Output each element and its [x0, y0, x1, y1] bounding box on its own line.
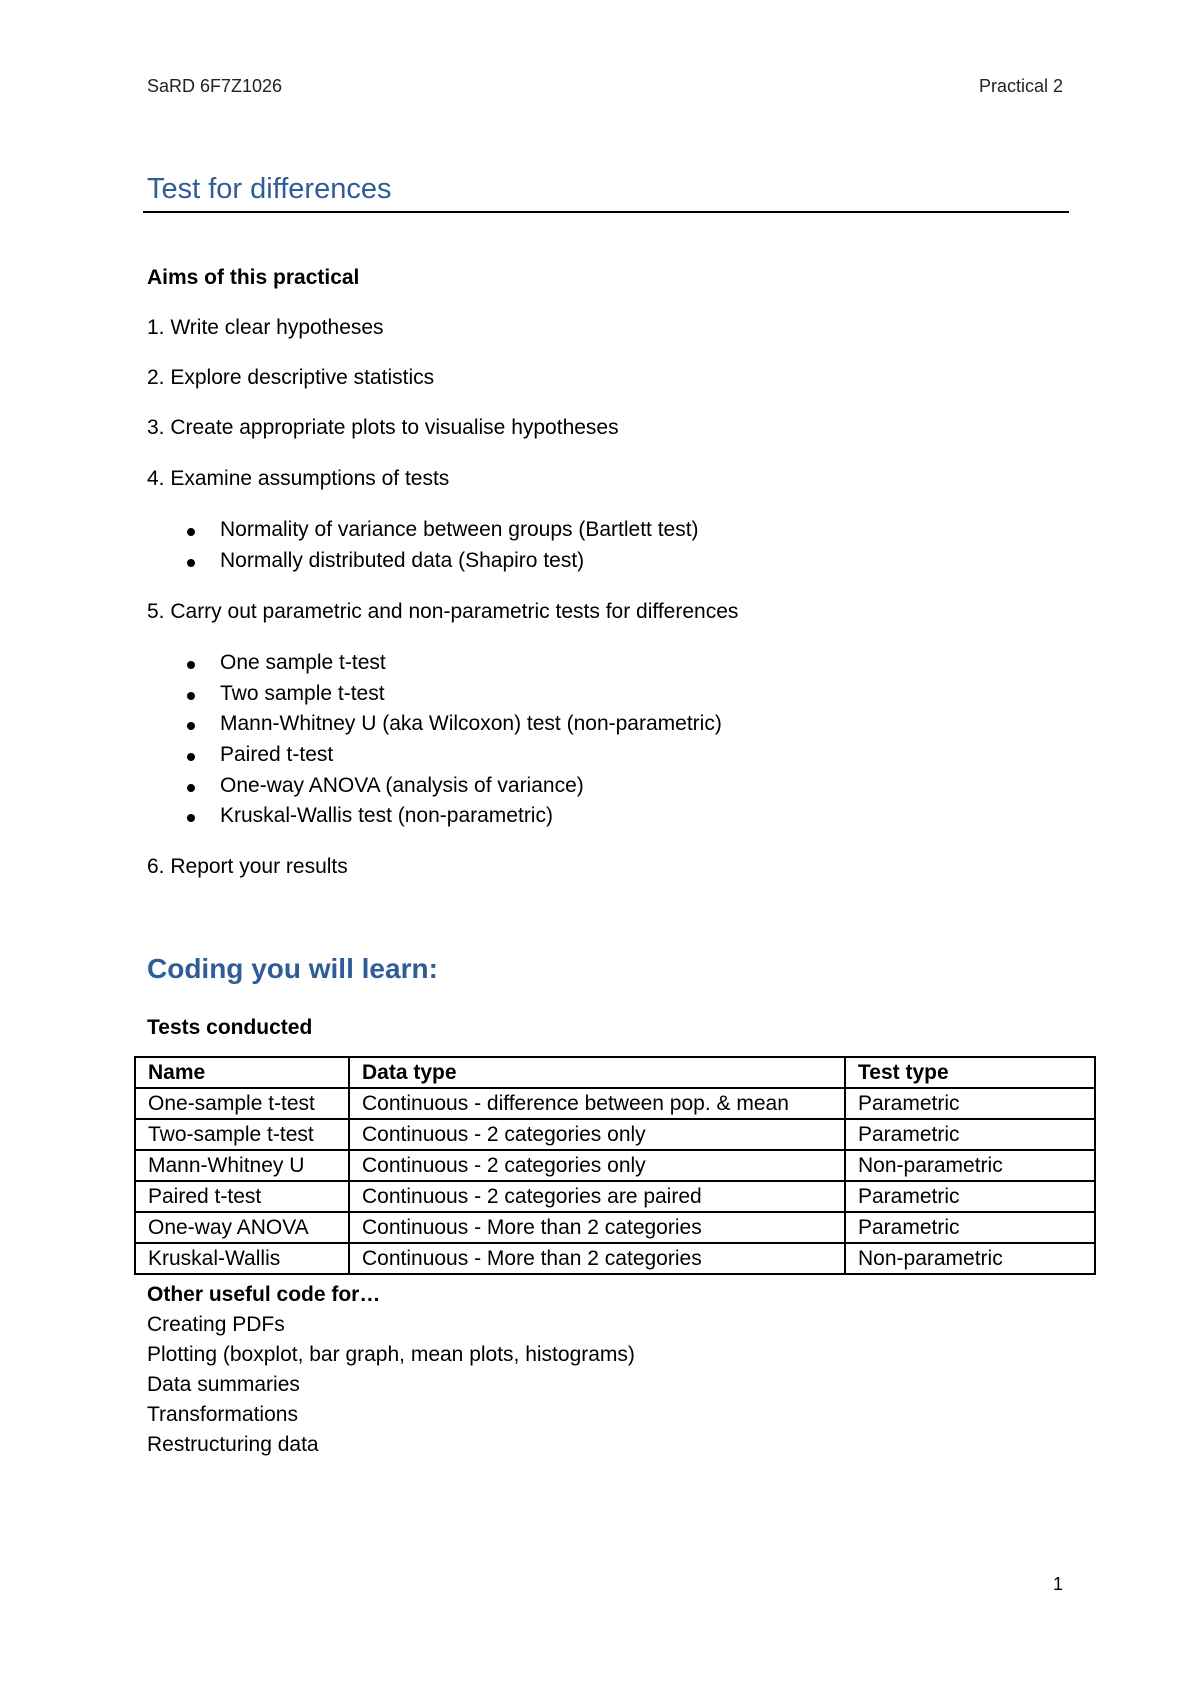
table-cell: Parametric [845, 1181, 1095, 1212]
table-cell: Continuous - 2 categories only [349, 1150, 845, 1181]
table-cell: One-sample t-test [135, 1088, 349, 1119]
table-header-cell: Test type [845, 1057, 1095, 1088]
coding-section-title: Coding you will learn: [147, 953, 438, 984]
table-cell: Paired t-test [135, 1181, 349, 1212]
table-header-row [135, 1057, 1095, 1088]
bullet-icon [187, 692, 195, 700]
bullet-icon [187, 528, 195, 536]
bullet-text: Two sample t-test [220, 682, 385, 705]
other-code-item: Restructuring data [147, 1433, 319, 1456]
test-bullet [220, 804, 553, 828]
table-row [135, 1150, 1095, 1181]
page-number: 1 [1052, 1574, 1063, 1594]
table-row [135, 1088, 1095, 1119]
page-title: Test for differences [147, 173, 392, 205]
aim-item: 4. Examine assumptions of tests [147, 467, 450, 490]
table-cell: One-way ANOVA [135, 1212, 349, 1243]
table-cell: Continuous - 2 categories only [349, 1119, 845, 1150]
table-cell: Continuous - 2 categories are paired [349, 1181, 845, 1212]
table-row [135, 1181, 1095, 1212]
table-cell: Continuous - More than 2 categories [349, 1243, 845, 1274]
test-bullet [220, 682, 385, 706]
table-cell: Continuous - difference between pop. & mean [349, 1088, 845, 1119]
aim-item: 3. Create appropriate plots to visualise hypotheses [147, 416, 619, 439]
table-cell: Parametric [845, 1119, 1095, 1150]
bullet-icon [187, 784, 195, 792]
table-row [135, 1212, 1095, 1243]
test-bullet [220, 743, 333, 767]
test-bullet [220, 774, 584, 798]
bullet-text: Paired t-test [220, 743, 334, 766]
aim-item: 5. Carry out parametric and non-parametric tests for differences [147, 600, 739, 623]
bullet-text: Kruskal-Wallis test (non-parametric) [220, 804, 553, 827]
table-row [135, 1243, 1095, 1274]
header-course-code: SaRD 6F7Z1026 [147, 76, 283, 96]
table-row [135, 1119, 1095, 1150]
title-underline [143, 211, 1069, 213]
assumption-bullet [220, 518, 699, 542]
other-code-item: Data summaries [147, 1373, 300, 1396]
table-cell: Parametric [845, 1088, 1095, 1119]
bullet-text: Normality of variance between groups (Bartlett test) [220, 518, 699, 541]
bullet-text: One sample t-test [220, 651, 386, 674]
table-cell: Non-parametric [845, 1243, 1095, 1274]
bullet-text: Mann-Whitney U (aka Wilcoxon) test (non-parametric) [220, 712, 722, 735]
aim-item: 6. Report your results [147, 855, 348, 878]
tests-heading: Tests conducted [147, 1016, 313, 1039]
bullet-icon [187, 814, 195, 822]
aim-item: 1. Write clear hypotheses [147, 316, 384, 339]
table-header-cell: Data type [349, 1057, 845, 1088]
other-code-heading: Other useful code for… [147, 1283, 381, 1306]
table-cell: Two-sample t-test [135, 1119, 349, 1150]
table-cell: Non-parametric [845, 1150, 1095, 1181]
test-bullet [220, 651, 386, 675]
header-practical-number: Practical 2 [978, 76, 1063, 96]
bullet-icon [187, 722, 195, 730]
bullet-icon [187, 559, 195, 567]
bullet-text: One-way ANOVA (analysis of variance) [220, 774, 584, 797]
table-cell: Mann-Whitney U [135, 1150, 349, 1181]
other-code-item: Plotting (boxplot, bar graph, mean plots, histograms) [147, 1343, 635, 1366]
table-cell: Continuous - More than 2 categories [349, 1212, 845, 1243]
tests-table [134, 1056, 1096, 1275]
table-cell: Parametric [845, 1212, 1095, 1243]
aim-item: 2. Explore descriptive statistics [147, 366, 435, 389]
table-cell: Kruskal-Wallis [135, 1243, 349, 1274]
bullet-icon [187, 661, 195, 669]
assumption-bullet [220, 549, 584, 573]
table-header-cell: Name [135, 1057, 349, 1088]
bullet-icon [187, 753, 195, 761]
aims-heading: Aims of this practical [147, 266, 360, 289]
bullet-text: Normally distributed data (Shapiro test) [220, 549, 585, 572]
other-code-item: Transformations [147, 1403, 298, 1426]
other-code-item: Creating PDFs [147, 1313, 285, 1336]
test-bullet [220, 712, 722, 736]
